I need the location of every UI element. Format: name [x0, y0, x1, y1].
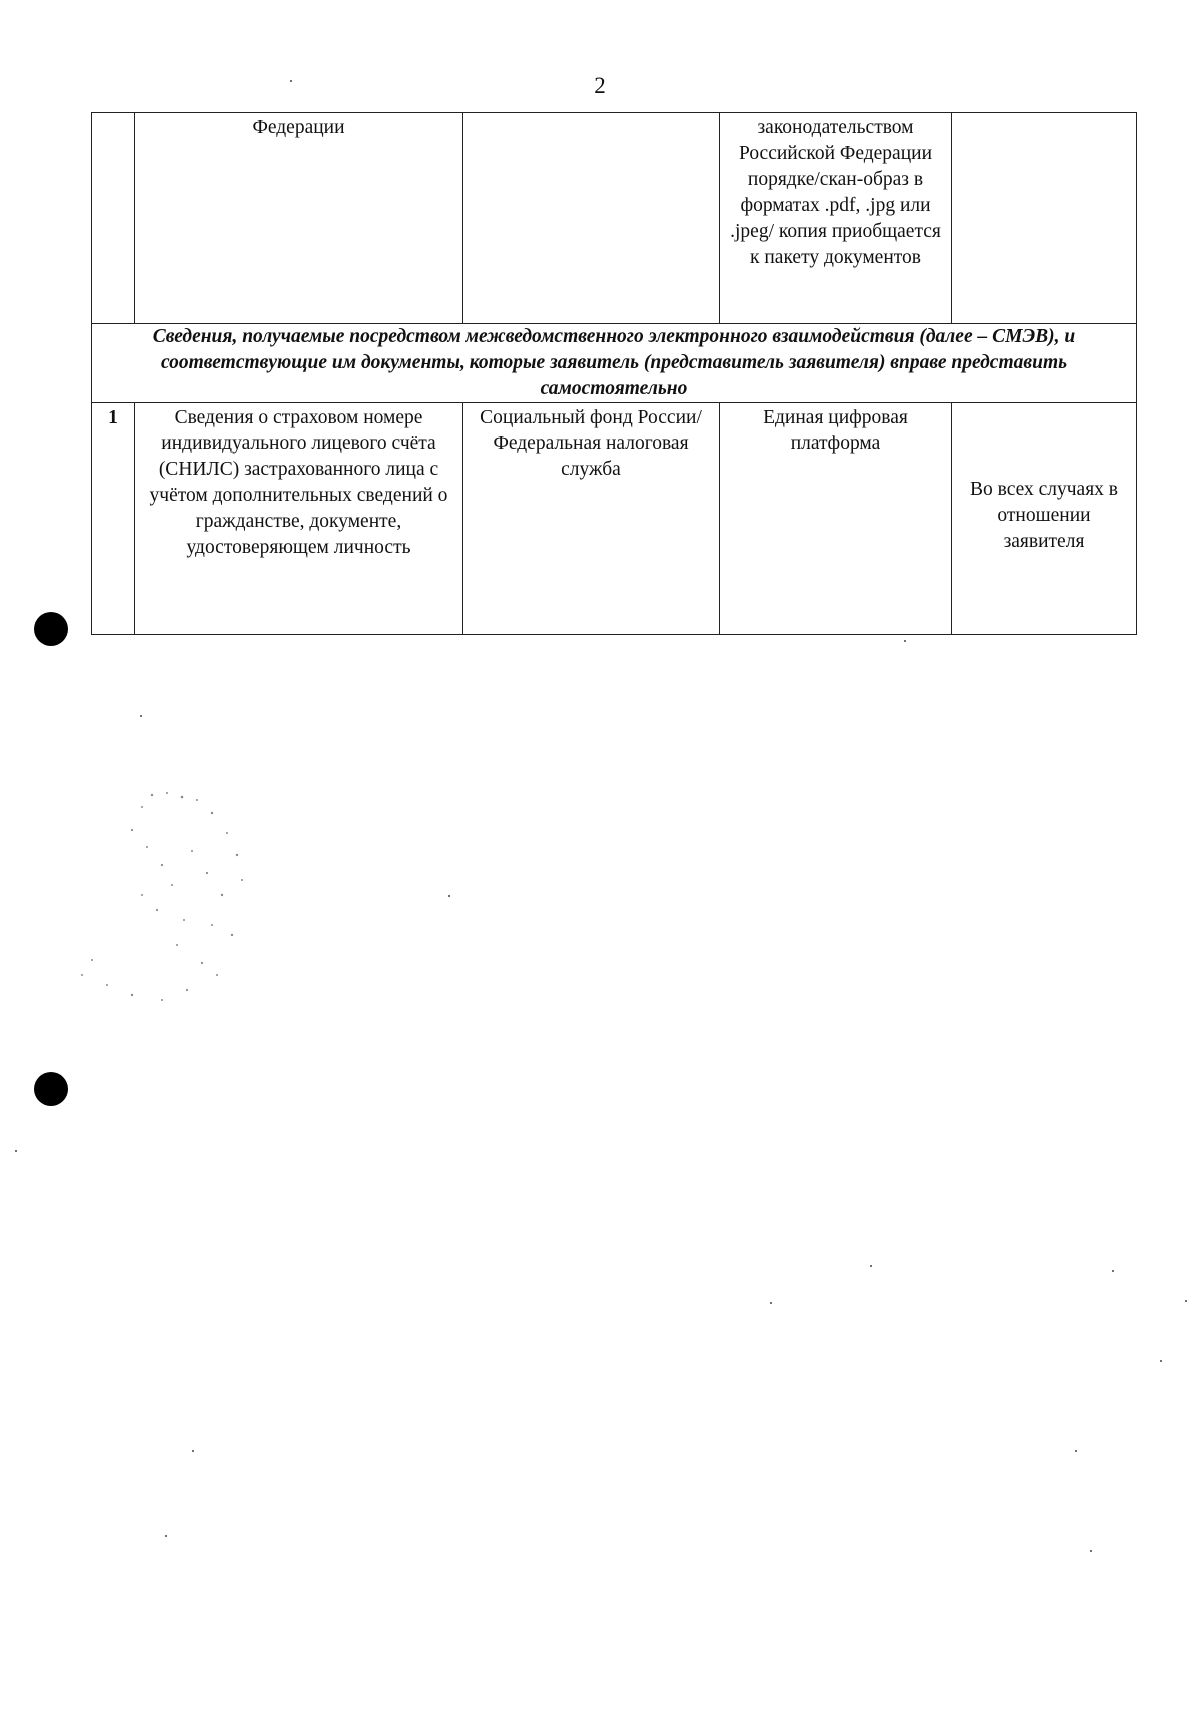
scan-speck: [1185, 1300, 1187, 1302]
cell-case: [952, 113, 1137, 324]
scan-speck: [870, 1265, 872, 1267]
section-heading-row: [92, 324, 1137, 403]
scan-speck: [1090, 1550, 1092, 1552]
table-row: [92, 403, 1137, 635]
cell-organization: [463, 113, 720, 324]
cell-method: Единая цифровая платформа: [720, 403, 952, 635]
cell-organization: Социальный фонд России/Федеральная налоговая служба: [463, 403, 720, 635]
punch-hole-top: [34, 612, 68, 646]
scan-speck: [448, 895, 450, 897]
scan-speck: [15, 1150, 17, 1152]
scan-speck: [192, 1450, 194, 1452]
scan-speck: [1160, 1360, 1162, 1362]
cell-case: [952, 403, 1137, 635]
punch-hole-bottom: [34, 1072, 68, 1106]
scan-speck: [165, 1535, 167, 1537]
scan-speck: [1112, 1270, 1114, 1272]
documents-table: [91, 112, 1137, 635]
page-number: 2: [594, 73, 606, 98]
cell-method: законодательством Российской Федерации порядке/скан-образ в форматах .pdf, .jpg или .jpeg/ копия приобщается к пакету документов: [720, 113, 952, 324]
table-row-continuation: [92, 113, 1137, 324]
scan-speck: [140, 715, 142, 717]
cell-info: Федерации: [135, 113, 463, 324]
scan-speck: [904, 640, 906, 642]
scan-speck: [1075, 1450, 1077, 1452]
scan-speck: [770, 1302, 772, 1304]
cell-case-text: Во всех случаях в отношении заявителя: [969, 479, 1119, 552]
cell-number: 1: [92, 403, 135, 635]
faint-stamp-trace: [72, 785, 302, 1025]
cell-info: Сведения о страховом номере индивидуального лицевого счёта (СНИЛС) застрахованного лица с учётом дополнительных сведений о гражданстве, документе, удостоверяющем личность: [135, 403, 463, 635]
cell-number: [92, 113, 135, 324]
scan-speck: [290, 80, 292, 82]
section-heading: Сведения, получаемые посредством межведомственного электронного взаимодействия (далее – СМЭВ), и соответствующие им документы, которые заявитель (представитель заявителя) вправе представить самостоятельно: [92, 324, 1137, 403]
